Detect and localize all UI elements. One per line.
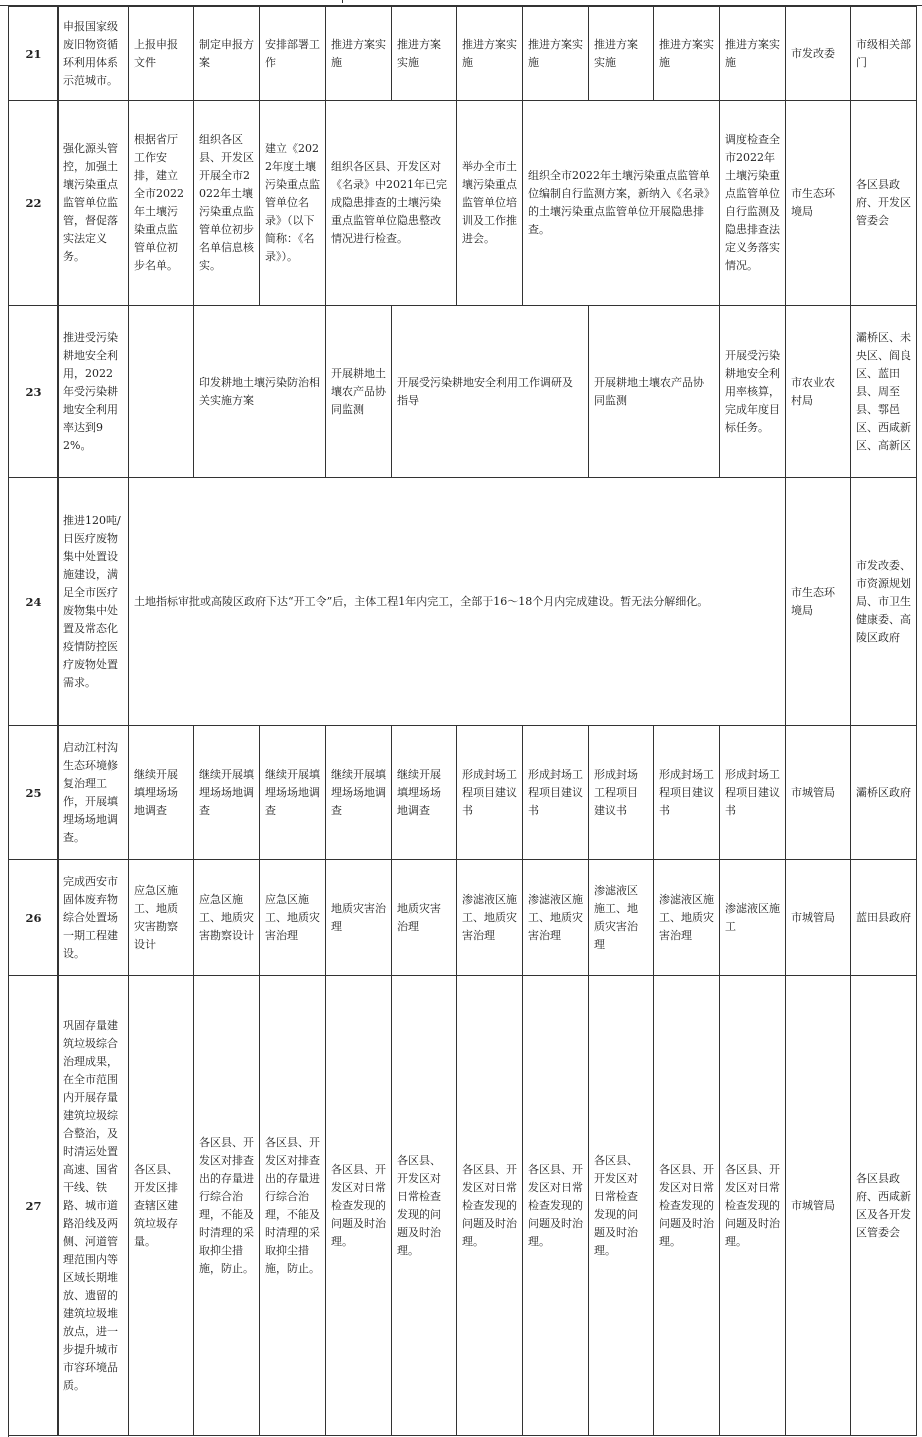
schedule-cell: 调度检查全市2022年土壤污染重点监管单位自行监测及隐患排查法定义务落实情况。 bbox=[720, 101, 786, 306]
schedule-cell: 各区县、开发区对日常检查发现的问题及时治理。 bbox=[523, 976, 589, 1436]
row-number: 23 bbox=[9, 306, 59, 478]
schedule-cell: 推进方案实施 bbox=[589, 7, 654, 101]
schedule-cell: 上报申报文件 bbox=[129, 7, 194, 101]
row-number: 21 bbox=[9, 7, 59, 101]
table-top-tick bbox=[342, 0, 343, 3]
schedule-cell: 各区县、开发区对日常检查发现的问题及时治理。 bbox=[720, 976, 786, 1436]
task-schedule-table bbox=[57, 6, 917, 1436]
task-description: 完成西安市固体废弃物综合处置场一期工程建设。 bbox=[58, 860, 129, 976]
schedule-cell: 应急区施工、地质灾害勘察设计 bbox=[194, 860, 260, 976]
task-description: 启动江村沟生态环境修复治理工作，开展填埋场场地调查。 bbox=[58, 726, 129, 860]
schedule-cell: 继续开展填埋场场地调查 bbox=[129, 726, 194, 860]
schedule-cell: 继续开展填埋场场地调查 bbox=[326, 726, 392, 860]
schedule-cell: 渗滤液区施工、地质灾害治理 bbox=[654, 860, 720, 976]
schedule-cell: 制定申报方案 bbox=[194, 7, 260, 101]
schedule-cell: 继续开展填埋场场地调查 bbox=[194, 726, 260, 860]
schedule-cell-merged: 组织各区县、开发区对《名录》中2021年已完成隐患排查的土壤污染重点监管单位隐患整改情况进行检查。 bbox=[326, 101, 457, 306]
schedule-cell: 各区县、开发区对日常检查发现的问题及时治理。 bbox=[326, 976, 392, 1436]
schedule-cell: 渗滤液区施工、地质灾害治理 bbox=[457, 860, 523, 976]
schedule-cell: 各区县、开发区对日常检查发现的问题及时治理。 bbox=[392, 976, 457, 1436]
schedule-cell: 推进方案实施 bbox=[654, 7, 720, 101]
lead-department: 市城管局 bbox=[786, 860, 851, 976]
schedule-cell: 开展耕地土壤农产品协同监测 bbox=[326, 306, 392, 478]
schedule-cell-merged: 组织全市2022年土壤污染重点监管单位编制自行监测方案，新纳入《名录》的土壤污染重点监管单位开展隐患排查。 bbox=[523, 101, 720, 306]
schedule-cell: 应急区施工、地质灾害勘察设计 bbox=[129, 860, 194, 976]
schedule-cell: 各区县、开发区对日常检查发现的问题及时治理。 bbox=[589, 976, 654, 1436]
schedule-cell: 推进方案实施 bbox=[326, 7, 392, 101]
task-description: 申报国家级废旧物资循环利用体系示范城市。 bbox=[58, 7, 129, 101]
schedule-cell: 地质灾害治理 bbox=[326, 860, 392, 976]
lead-department: 市农业农村局 bbox=[786, 306, 851, 478]
schedule-cell: 各区县、开发区对日常检查发现的问题及时治理。 bbox=[457, 976, 523, 1436]
schedule-cell: 各区县、开发区对排查出的存量进行综合治理，不能及时清理的采取抑尘措施，防止。 bbox=[194, 976, 260, 1436]
schedule-cell: 根据省厅工作安排，建立全市2022年土壤污染重点监管单位初步名单。 bbox=[129, 101, 194, 306]
schedule-cell-merged: 土地指标审批或高陵区政府下达“开工令”后，主体工程1年内完工，全部于16～18个月内完成建设。暂无法分解细化。 bbox=[129, 478, 786, 726]
table-row bbox=[58, 306, 917, 478]
table-row bbox=[58, 860, 917, 976]
schedule-cell: 安排部署工作 bbox=[260, 7, 326, 101]
task-description: 推进120吨/日医疗废物集中处置设施建设，满足全市医疗废物集中处置及常态化疫情防控医疗废物处置需求。 bbox=[58, 478, 129, 726]
lead-department: 市城管局 bbox=[786, 726, 851, 860]
schedule-cell: 推进方案实施 bbox=[392, 7, 457, 101]
table-row bbox=[58, 101, 917, 306]
schedule-cell-empty bbox=[129, 306, 194, 478]
schedule-cell: 形成封场工程项目建议书 bbox=[589, 726, 654, 860]
partner-departments: 灞桥区、未央区、阎良区、蓝田县、周至县、鄠邑区、西咸新区、高新区 bbox=[851, 306, 917, 478]
schedule-cell-merged: 开展耕地土壤农产品协同监测 bbox=[589, 306, 720, 478]
partner-departments: 各区县政府、开发区管委会 bbox=[851, 101, 917, 306]
table-row bbox=[58, 7, 917, 101]
schedule-cell: 地质灾害治理 bbox=[392, 860, 457, 976]
schedule-cell: 各区县、开发区对日常检查发现的问题及时治理。 bbox=[654, 976, 720, 1436]
schedule-cell: 形成封场工程项目建议书 bbox=[654, 726, 720, 860]
schedule-cell: 继续开展填埋场场地调查 bbox=[260, 726, 326, 860]
row-number: 25 bbox=[9, 726, 59, 860]
schedule-cell: 建立《2022年度土壤污染重点监管单位名录》（以下简称：《名录》）。 bbox=[260, 101, 326, 306]
task-description: 巩固存量建筑垃圾综合治理成果，在全市范围内开展存量建筑垃圾综合整治，及时清运处置高速、国省干线、铁路、城市道路沿线及两侧、河道管理范围内等区域长期堆放、遗留的建筑垃圾堆放点，进一步提升城市市容环境品质。 bbox=[58, 976, 129, 1436]
lead-department: 市城管局 bbox=[786, 976, 851, 1436]
row-number: 27 bbox=[9, 976, 59, 1436]
schedule-cell: 推进方案实施 bbox=[523, 7, 589, 101]
row-number: 24 bbox=[9, 478, 59, 726]
schedule-cell: 渗滤液区施工 bbox=[720, 860, 786, 976]
partner-departments: 各区县政府、西咸新区及各开发区管委会 bbox=[851, 976, 917, 1436]
row-number-column bbox=[8, 6, 59, 1436]
schedule-cell-merged: 印发耕地土壤污染防治相关实施方案 bbox=[194, 306, 326, 478]
schedule-cell: 应急区施工、地质灾害治理 bbox=[260, 860, 326, 976]
task-description: 推进受污染耕地安全利用，2022年受污染耕地安全利用率达到92%。 bbox=[58, 306, 129, 478]
partner-departments: 蓝田县政府 bbox=[851, 860, 917, 976]
schedule-cell: 组织各区县、开发区开展全市2022年土壤污染重点监管单位初步名单信息核实。 bbox=[194, 101, 260, 306]
schedule-cell: 形成封场工程项目建议书 bbox=[523, 726, 589, 860]
schedule-cell: 举办全市土壤污染重点监管单位培训及工作推进会。 bbox=[457, 101, 523, 306]
schedule-cell: 渗滤液区施工、地质灾害治理 bbox=[589, 860, 654, 976]
schedule-cell: 形成封场工程项目建议书 bbox=[720, 726, 786, 860]
schedule-cell: 渗滤液区施工、地质灾害治理 bbox=[523, 860, 589, 976]
schedule-cell: 各区县、开发区对排查出的存量进行综合治理，不能及时清理的采取抑尘措施，防止。 bbox=[260, 976, 326, 1436]
schedule-cell: 推进方案实施 bbox=[457, 7, 523, 101]
lead-department: 市发改委 bbox=[786, 7, 851, 101]
schedule-cell: 开展受污染耕地安全利用率核算，完成年度目标任务。 bbox=[720, 306, 786, 478]
partner-departments: 市发改委、市资源规划局、市卫生健康委、高陵区政府 bbox=[851, 478, 917, 726]
table-row bbox=[58, 478, 917, 726]
schedule-cell: 形成封场工程项目建议书 bbox=[457, 726, 523, 860]
partner-departments: 市级相关部门 bbox=[851, 7, 917, 101]
table-row bbox=[58, 726, 917, 860]
lead-department: 市生态环境局 bbox=[786, 478, 851, 726]
row-number: 26 bbox=[9, 860, 59, 976]
table-row bbox=[58, 976, 917, 1436]
partner-departments: 灞桥区政府 bbox=[851, 726, 917, 860]
lead-department: 市生态环境局 bbox=[786, 101, 851, 306]
schedule-cell: 继续开展填埋场场地调查 bbox=[392, 726, 457, 860]
schedule-cell: 推进方案实施 bbox=[720, 7, 786, 101]
row-number: 22 bbox=[9, 101, 59, 306]
schedule-cell: 各区县、开发区排查辖区建筑垃圾存量。 bbox=[129, 976, 194, 1436]
schedule-cell-merged: 开展受污染耕地安全利用工作调研及指导 bbox=[392, 306, 589, 478]
task-description: 强化源头管控，加强土壤污染重点监管单位监管，督促落实法定义务。 bbox=[58, 101, 129, 306]
